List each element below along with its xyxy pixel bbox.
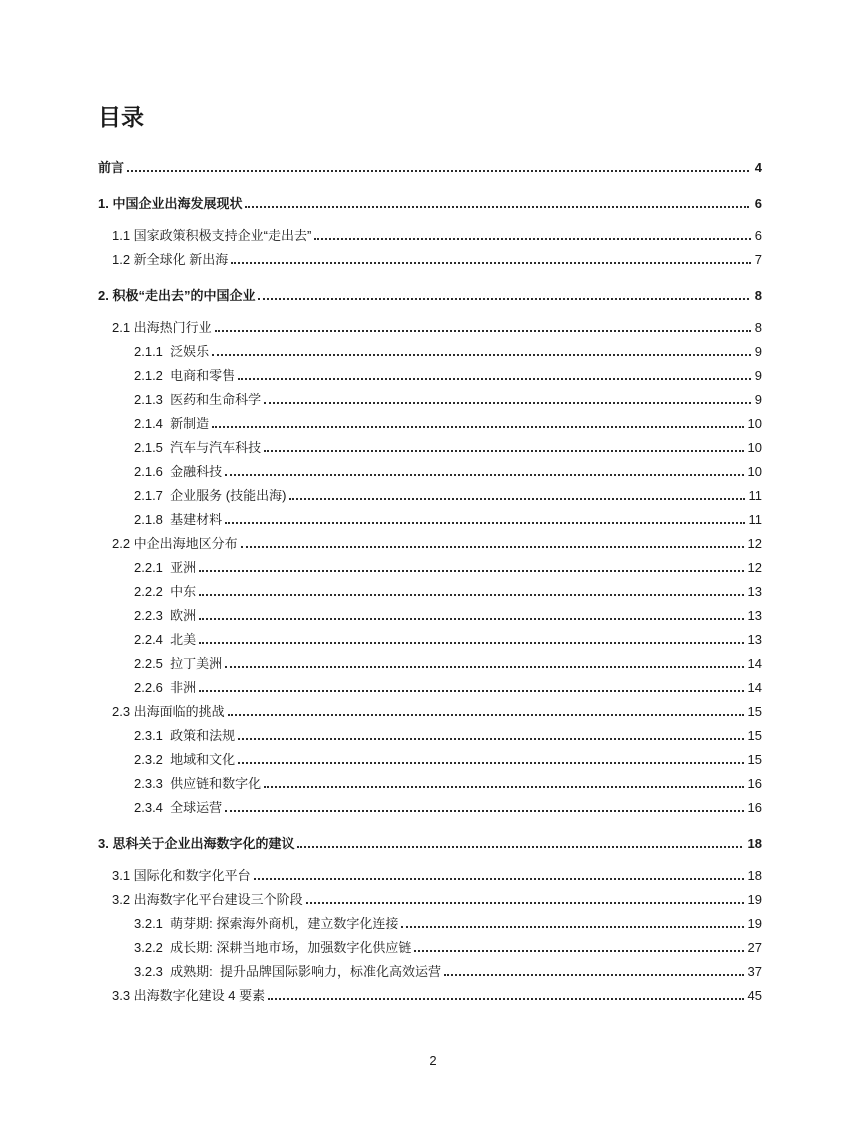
dot-leader xyxy=(212,354,751,356)
dot-leader xyxy=(264,450,743,452)
toc-entry-page: 8 xyxy=(754,320,762,335)
toc-entry[interactable] xyxy=(98,837,762,850)
toc-entry-page: 10 xyxy=(747,464,762,479)
toc-entry[interactable] xyxy=(98,321,762,334)
toc-entry-page: 9 xyxy=(754,344,762,359)
toc-entry-page: 16 xyxy=(747,776,762,791)
toc-entry-label: 3.2.1 萌芽期: 探索海外商机，建立数字化连接 xyxy=(134,916,399,931)
toc-entry[interactable] xyxy=(98,441,762,454)
toc-entry-label: 前言 xyxy=(98,160,125,175)
toc-entry-page: 9 xyxy=(754,368,762,383)
toc-entry-page: 10 xyxy=(747,440,762,455)
toc-entry-label: 2.1 出海热门行业 xyxy=(112,320,212,335)
toc-entry-page: 13 xyxy=(747,632,762,647)
toc-entry-label: 2.3.2 地域和文化 xyxy=(134,752,236,767)
toc-entry-page: 37 xyxy=(747,964,762,979)
toc-entry-label: 2.2 中企出海地区分布 xyxy=(112,536,238,551)
toc-entry-page: 11 xyxy=(748,512,762,527)
toc-entry[interactable] xyxy=(98,705,762,718)
toc-entry[interactable] xyxy=(98,657,762,670)
toc-entry-page: 18 xyxy=(747,836,762,851)
toc-entry-page: 9 xyxy=(754,392,762,407)
dot-leader xyxy=(199,594,743,596)
toc-entry-page: 6 xyxy=(754,228,762,243)
dot-leader xyxy=(225,810,743,812)
toc-entry-page: 19 xyxy=(747,892,762,907)
toc-entry[interactable] xyxy=(98,585,762,598)
toc-entry[interactable] xyxy=(98,161,762,174)
toc-entry[interactable] xyxy=(98,489,762,502)
dot-leader xyxy=(444,974,744,976)
toc-entry-page: 12 xyxy=(747,560,762,575)
dot-leader xyxy=(306,902,744,904)
footer-page-number: 2 xyxy=(429,1053,437,1068)
toc-entry[interactable] xyxy=(98,633,762,646)
toc-entry-label: 2.1.8 基建材料 xyxy=(134,512,223,527)
dot-leader xyxy=(238,738,743,740)
toc-entry-page: 27 xyxy=(747,940,762,955)
toc-entry-label: 2.1.1 泛娱乐 xyxy=(134,344,210,359)
toc-entry[interactable] xyxy=(98,609,762,622)
toc-entry-label: 2.1.5 汽车与汽车科技 xyxy=(134,440,262,455)
toc-entry[interactable] xyxy=(98,965,762,978)
dot-leader xyxy=(264,402,751,404)
toc-entry[interactable] xyxy=(98,537,762,550)
toc-entry-page: 15 xyxy=(747,728,762,743)
dot-leader xyxy=(264,786,743,788)
toc-entry[interactable] xyxy=(98,801,762,814)
dot-leader xyxy=(258,298,748,300)
toc-entry[interactable] xyxy=(98,289,762,302)
dot-leader xyxy=(314,238,750,240)
toc-entry-label: 2. 积极“走出去”的中国企业 xyxy=(98,288,256,303)
toc-entry[interactable] xyxy=(98,197,762,210)
toc-entry-label: 2.1.4 新制造 xyxy=(134,416,210,431)
toc-entry-page: 18 xyxy=(747,868,762,883)
toc-entry[interactable] xyxy=(98,345,762,358)
toc-entry[interactable] xyxy=(98,753,762,766)
toc-entry-label: 2.2.4 北美 xyxy=(134,632,197,647)
dot-leader xyxy=(199,618,743,620)
toc-entry-page: 12 xyxy=(747,536,762,551)
toc-entry[interactable] xyxy=(98,513,762,526)
dot-leader xyxy=(228,714,744,716)
dot-leader xyxy=(297,846,741,848)
toc-entry-label: 3.2.2 成长期: 深耕当地市场，加强数字化供应链 xyxy=(134,940,412,955)
toc-entry-page: 13 xyxy=(747,584,762,599)
toc-entry-label: 2.3.4 全球运营 xyxy=(134,800,223,815)
toc-entry[interactable] xyxy=(98,229,762,242)
toc-entry[interactable] xyxy=(98,893,762,906)
dot-leader xyxy=(199,690,743,692)
toc-entry-label: 2.3.1 政策和法规 xyxy=(134,728,236,743)
toc-entry-label: 2.3 出海面临的挑战 xyxy=(112,704,225,719)
toc-entry-label: 2.1.7 企业服务 (技能出海) xyxy=(134,488,287,503)
dot-leader xyxy=(268,998,743,1000)
toc-entry-page: 15 xyxy=(747,704,762,719)
toc-entry-label: 3.3 出海数字化建设 4 要素 xyxy=(112,988,266,1003)
dot-leader xyxy=(231,262,750,264)
toc-entry[interactable] xyxy=(98,917,762,930)
toc-entry-label: 3. 思科关于企业出海数字化的建议 xyxy=(98,836,295,851)
toc-entry-page: 13 xyxy=(747,608,762,623)
toc-entry-label: 3.2 出海数字化平台建设三个阶段 xyxy=(112,892,303,907)
dot-leader xyxy=(238,762,743,764)
toc-entry[interactable] xyxy=(98,417,762,430)
dot-leader xyxy=(241,546,744,548)
toc-entry-label: 2.2.2 中东 xyxy=(134,584,197,599)
toc-entry-page: 14 xyxy=(747,680,762,695)
page-title: 目录 xyxy=(98,104,144,130)
toc-entry-page: 4 xyxy=(754,160,762,175)
dot-leader xyxy=(401,926,743,928)
toc-entry[interactable] xyxy=(98,393,762,406)
dot-leader xyxy=(414,950,743,952)
toc-entry-label: 2.1.2 电商和零售 xyxy=(134,368,236,383)
toc-entry-label: 3.1 国际化和数字化平台 xyxy=(112,868,251,883)
toc-entry-label: 2.3.3 供应链和数字化 xyxy=(134,776,262,791)
dot-leader xyxy=(225,474,743,476)
toc-entry[interactable] xyxy=(98,681,762,694)
toc-entry[interactable] xyxy=(98,869,762,882)
toc-entry[interactable] xyxy=(98,729,762,742)
toc-entry[interactable] xyxy=(98,941,762,954)
toc-list xyxy=(98,161,762,1002)
dot-leader xyxy=(212,426,743,428)
toc-entry[interactable] xyxy=(98,253,762,266)
toc-entry-page: 6 xyxy=(754,196,762,211)
toc-entry[interactable] xyxy=(98,989,762,1002)
dot-leader xyxy=(127,170,749,172)
toc-entry-label: 2.2.3 欧洲 xyxy=(134,608,197,623)
toc-entry-page: 8 xyxy=(754,288,762,303)
dot-leader xyxy=(199,642,743,644)
toc-entry-label: 1.1 国家政策积极支持企业“走出去” xyxy=(112,228,312,243)
toc-entry-label: 2.2.6 非洲 xyxy=(134,680,197,695)
toc-entry-page: 19 xyxy=(747,916,762,931)
dot-leader xyxy=(289,498,744,500)
toc-entry-page: 15 xyxy=(747,752,762,767)
toc-entry[interactable] xyxy=(98,777,762,790)
toc-entry-page: 7 xyxy=(754,252,762,267)
toc-entry-label: 2.1.3 医药和生命科学 xyxy=(134,392,262,407)
toc-entry[interactable] xyxy=(98,369,762,382)
toc-entry-label: 3.2.3 成熟期: 提升品牌国际影响力，标准化高效运营 xyxy=(134,964,441,979)
toc-entry-label: 2.2.1 亚洲 xyxy=(134,560,197,575)
toc-entry-page: 16 xyxy=(747,800,762,815)
toc-entry-label: 2.2.5 拉丁美洲 xyxy=(134,656,223,671)
dot-leader xyxy=(254,878,744,880)
dot-leader xyxy=(215,330,751,332)
toc-entry-page: 45 xyxy=(747,988,762,1003)
dot-leader xyxy=(199,570,743,572)
dot-leader xyxy=(225,522,744,524)
toc-entry-label: 1.2 新全球化 新出海 xyxy=(112,252,229,267)
toc-entry-page: 11 xyxy=(748,488,762,503)
toc-entry-label: 1. 中国企业出海发展现状 xyxy=(98,196,243,211)
toc-entry-page: 14 xyxy=(747,656,762,671)
toc-entry[interactable] xyxy=(98,465,762,478)
toc-entry-page: 10 xyxy=(747,416,762,431)
dot-leader xyxy=(245,206,748,208)
toc-entry[interactable] xyxy=(98,561,762,574)
dot-leader xyxy=(225,666,743,668)
toc-entry-label: 2.1.6 金融科技 xyxy=(134,464,223,479)
dot-leader xyxy=(238,378,751,380)
